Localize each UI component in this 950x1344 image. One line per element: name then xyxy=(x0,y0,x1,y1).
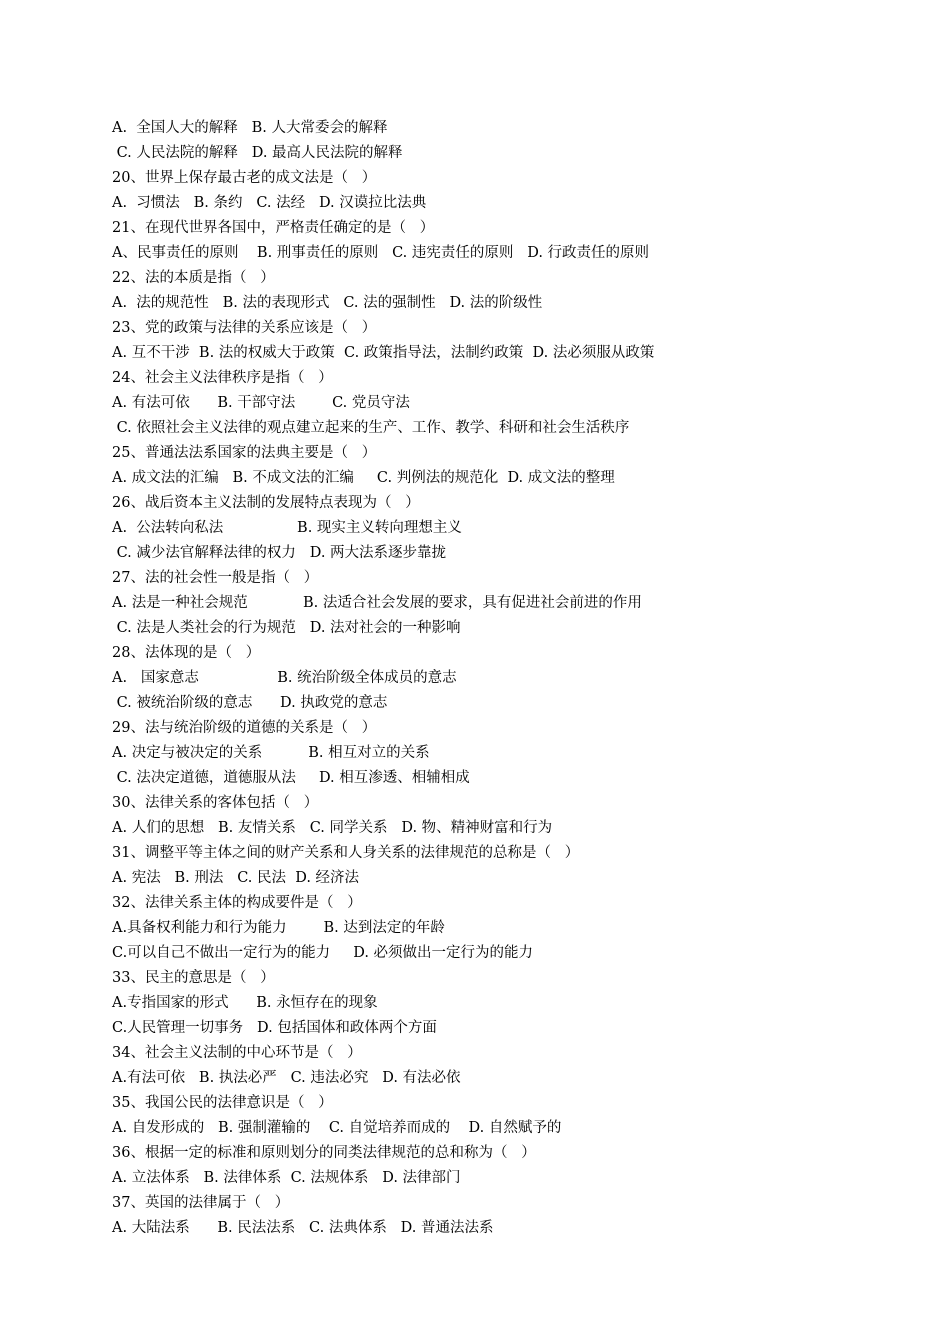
option-line: A.专指国家的形式 B. 永恒存在的现象 xyxy=(112,995,378,1011)
option-line: C.人民管理一切事务 D. 包括国体和政体两个方面 xyxy=(112,1020,437,1036)
question-line: 30、法律关系的客体包括（ ） xyxy=(112,795,319,811)
question-line: 28、法体现的是（ ） xyxy=(112,645,261,661)
option-line: A. 法的规范性 B. 法的表现形式 C. 法的强制性 D. 法的阶级性 xyxy=(112,295,543,311)
question-line: 24、社会主义法律秩序是指（ ） xyxy=(112,370,333,386)
option-line: A、民事责任的原则 B. 刑事责任的原则 C. 违宪责任的原则 D. 行政责任的原则 xyxy=(112,245,650,261)
option-line: A. 国家意志 B. 统治阶级全体成员的意志 xyxy=(112,670,457,686)
question-line: 34、社会主义法制的中心环节是（ ） xyxy=(112,1045,362,1061)
question-line: 29、法与统治阶级的道德的关系是（ ） xyxy=(112,720,377,736)
question-line: 21、在现代世界各国中，严格责任确定的是（ ） xyxy=(112,220,435,236)
question-line: 26、战后资本主义法制的发展特点表现为（ ） xyxy=(112,495,420,511)
option-line: C. 减少法官解释法律的权力 D. 两大法系逐步靠拢 xyxy=(112,545,447,561)
option-line: A. 全国人大的解释 B. 人大常委会的解释 xyxy=(112,120,388,136)
option-line: A. 互不干涉 B. 法的权威大于政策 C. 政策指导法，法制约政策 D. 法必须服从政策 xyxy=(112,345,655,361)
question-line: 27、法的社会性一般是指（ ） xyxy=(112,570,319,586)
option-line: A. 法是一种社会规范 B. 法适合社会发展的要求，具有促进社会前进的作用 xyxy=(112,595,642,611)
option-line: A. 人们的思想 B. 友情关系 C. 同学关系 D. 物、精神财富和行为 xyxy=(112,820,553,836)
option-line: C. 法决定道德，道德服从法 D. 相互渗透、相辅相成 xyxy=(112,770,470,786)
question-line: 37、英国的法律属于（ ） xyxy=(112,1195,290,1211)
option-line: A. 自发形成的 B. 强制灌输的 C. 自觉培养而成的 D. 自然赋予的 xyxy=(112,1120,562,1136)
option-line: A. 习惯法 B. 条约 C. 法经 D. 汉谟拉比法典 xyxy=(112,195,427,211)
option-line: A.具备权利能力和行为能力 B. 达到法定的年龄 xyxy=(112,920,445,936)
question-line: 35、我国公民的法律意识是（ ） xyxy=(112,1095,333,1111)
question-line: 32、法律关系主体的构成要件是（ ） xyxy=(112,895,362,911)
option-line: A. 大陆法系 B. 民法法系 C. 法典体系 D. 普通法法系 xyxy=(112,1220,494,1236)
question-line: 36、根据一定的标准和原则划分的同类法律规范的总和称为（ ） xyxy=(112,1145,536,1161)
option-line: A. 立法体系 B. 法律体系 C. 法规体系 D. 法律部门 xyxy=(112,1170,461,1186)
question-line: 22、法的本质是指（ ） xyxy=(112,270,275,286)
question-line: 31、调整平等主体之间的财产关系和人身关系的法律规范的总称是（ ） xyxy=(112,845,580,861)
option-line: A. 有法可依 B. 干部守法 C. 党员守法 xyxy=(112,395,410,411)
option-line: C. 被统治阶级的意志 D. 执政党的意志 xyxy=(112,695,388,711)
option-line: A. 决定与被决定的关系 B. 相互对立的关系 xyxy=(112,745,430,761)
question-line: 25、普通法法系国家的法典主要是（ ） xyxy=(112,445,377,461)
option-line: C. 依照社会主义法律的观点建立起来的生产、工作、教学、科研和社会生活秩序 xyxy=(112,420,630,436)
option-line: C. 人民法院的解释 D. 最高人民法院的解释 xyxy=(112,145,403,161)
question-list xyxy=(112,116,832,1241)
option-line: C.可以自己不做出一定行为的能力 D. 必须做出一定行为的能力 xyxy=(112,945,534,961)
question-line: 33、民主的意思是（ ） xyxy=(112,970,275,986)
option-line: A. 宪法 B. 刑法 C. 民法 D. 经济法 xyxy=(112,870,360,886)
option-line: A. 公法转向私法 B. 现实主义转向理想主义 xyxy=(112,520,462,536)
option-line: A.有法可依 B. 执法必严 C. 违法必究 D. 有法必依 xyxy=(112,1070,461,1086)
question-line: 20、世界上保存最古老的成文法是（ ） xyxy=(112,170,377,186)
option-line: A. 成文法的汇编 B. 不成文法的汇编 C. 判例法的规范化 D. 成文法的整理 xyxy=(112,470,615,486)
question-line: 23、党的政策与法律的关系应该是（ ） xyxy=(112,320,377,336)
option-line: C. 法是人类社会的行为规范 D. 法对社会的一种影响 xyxy=(112,620,461,636)
